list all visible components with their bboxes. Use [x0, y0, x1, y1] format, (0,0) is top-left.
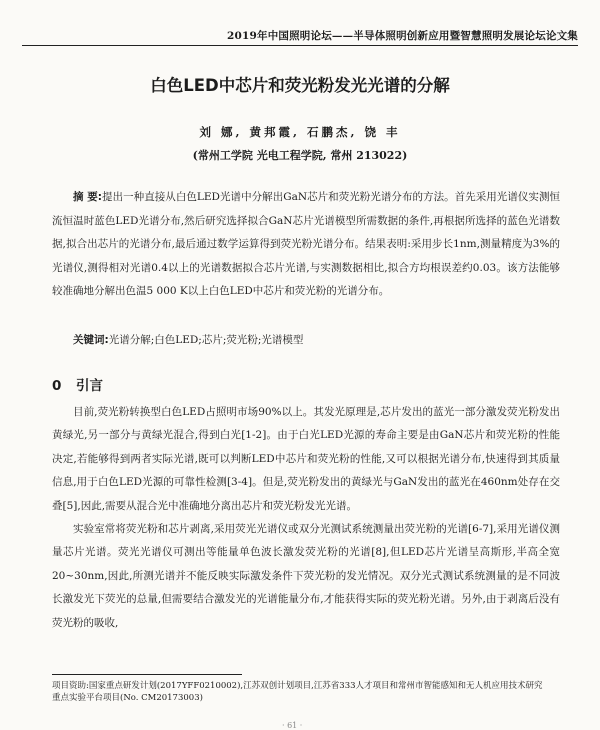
body-text [52, 401, 560, 635]
section-title: 引言 [76, 378, 103, 394]
footnote: 项目资助:国家重点研发计划(2017YFF0210002),江苏双创计划项目,江苏省333人才项目和常州市智能感知和无人机应用技术研究重点实验平台项目(No. CM20173003) [52, 681, 543, 703]
footnote-rule [52, 674, 242, 675]
header-rule [22, 45, 578, 46]
running-head: 2019年中国照明论坛——半导体照明创新应用暨智慧照明发展论坛论文集 [226, 30, 578, 42]
page-number: · 61 · [282, 721, 303, 730]
paper-title: 白色LED中芯片和荧光粉发光光谱的分解 [150, 76, 450, 95]
keywords [73, 331, 560, 349]
paragraph: 目前,荧光粉转换型白色LED占照明市场90%以上。其发光原理是,芯片发出的蓝光一部分激发荧光粉发出黄绿光,另一部分与黄绿光混合,得到白光[1-2]。由于白光LED光源的寿命主要是由GaN芯片和荧光粉的性能决定,若能够得到两者实际光谱,既可以判断LED中芯片和荧光粉的性能,又可以根据光谱分布,快速得到其质量信息,用于白色LED光源的可靠性检测[3-4]。但是,荧光粉发出的黄绿光与GaN发出的蓝光在460nm处存在交叠[5],因此,需要从混合光中准确地分离出芯片和荧光粉发光光谱。 [52, 406, 560, 512]
affiliation: (常州工学院 光电工程学院, 常州 213022) [192, 149, 408, 162]
abstract-text: 提出一种直接从白色LED光谱中分解出GaN芯片和荧光粉光谱分布的方法。首先采用光谱仪实测恒流恒温时蓝色LED光谱分布,然后研究选择拟合GaN芯片光谱模型所需数据的条件,再根据所选择的蓝色光谱数据,拟合出芯片的光谱分布,最后通过数学运算得到荧光粉光谱分布。结果表明:采用步长1nm,测量精度为3%的光谱仪,测得相对光谱0.4以上的光谱数据拟合芯片光谱,与实测数据相比,拟合方均根误差约0.03。该方法能够较准确地分解出色温5 000 K以上白色LED中芯片和荧光粉的光谱分布。 [52, 191, 560, 297]
abstract [52, 186, 560, 304]
keywords-label: 关键词: [73, 334, 109, 346]
author-list: 刘 娜, 黄邦霞, 石鹏杰, 饶 丰 [199, 125, 401, 139]
paragraph: 实验室常将荧光粉和芯片剥离,采用荧光光谱仪或双分光测试系统测量出荧光粉的光谱[6-7],采用光谱仪测量芯片光谱。荧光光谱仪可测出等能量单色波长激发荧光粉的光谱[8],但LED芯片光谱呈高斯形,半高全宽20~30nm,因此,所测光谱并不能反映实际激发条件下荧光粉的发光情况。双分光式测试系统测量的是不同波长激发光下荧光的总量,但需要结合激发光的光谱能量分布,才能获得实际的荧光粉光谱。另外,由于剥离后没有荧光粉的吸收, [52, 523, 560, 629]
abstract-label: 摘 要: [73, 191, 103, 203]
section-heading [52, 374, 103, 394]
section-number: 0 [52, 378, 62, 394]
keywords-text: 光谱分解;白色LED;芯片;荧光粉;光谱模型 [108, 334, 304, 346]
